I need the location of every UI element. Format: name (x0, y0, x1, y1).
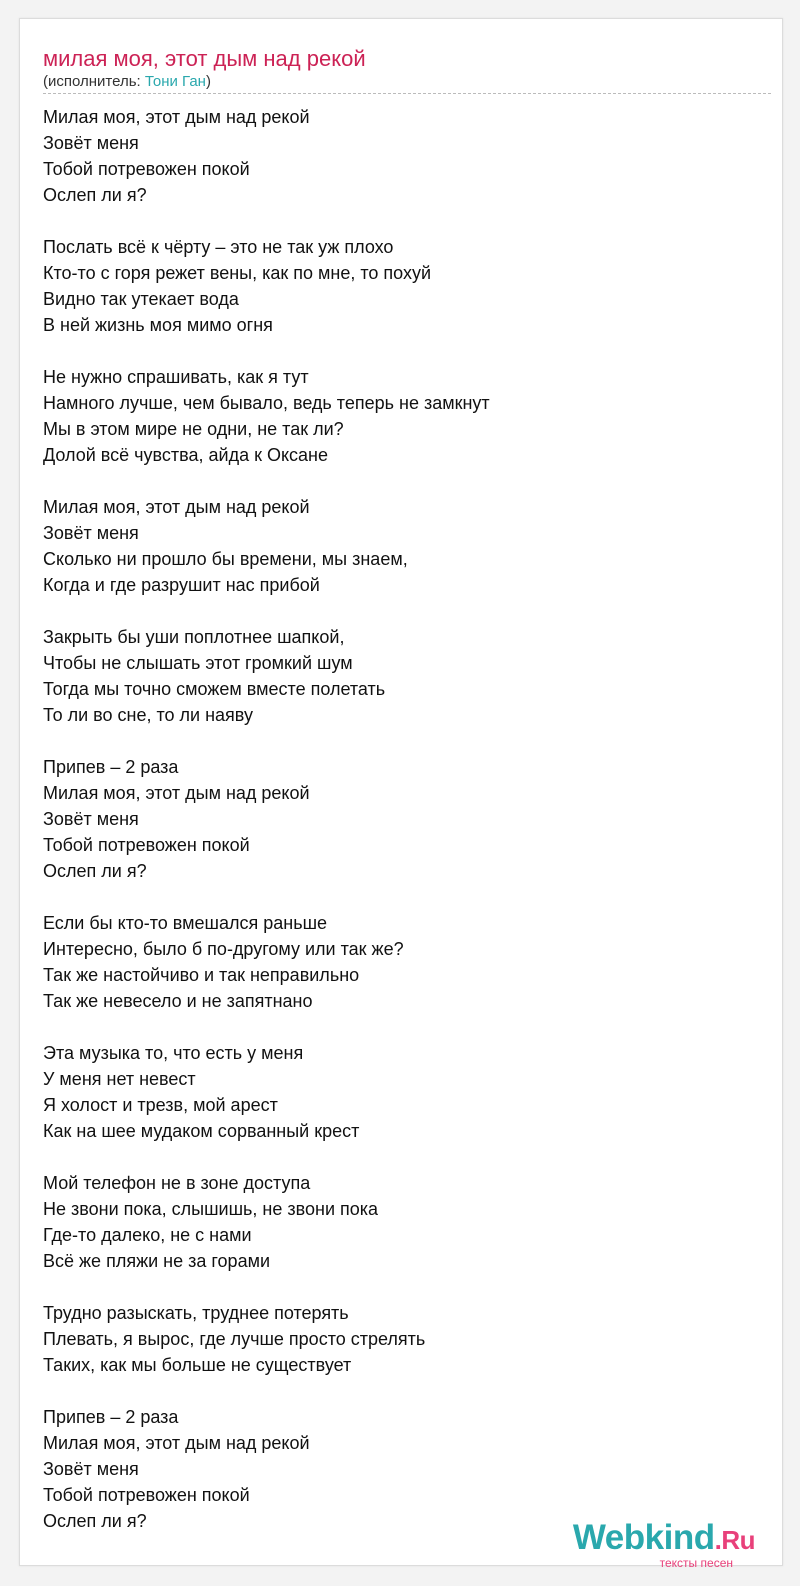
lyric-line: Так же настойчиво и так неправильно (43, 965, 360, 985)
lyric-line: У меня нет невест (43, 1069, 196, 1089)
lyric-line: То ли во сне, то ли наяву (43, 705, 253, 725)
lyric-line: Мы в этом мире не одни, не так ли? (43, 419, 344, 439)
lyrics-stanza (43, 624, 490, 728)
lyric-line: Тобой потревожен покой (43, 835, 250, 855)
lyrics-stanza (43, 494, 490, 598)
lyric-line: Трудно разыскать, труднее потерять (43, 1303, 349, 1323)
lyric-line: Мой телефон не в зоне доступа (43, 1173, 311, 1193)
artist-suffix: ) (205, 73, 211, 90)
lyrics-stanza (43, 1040, 490, 1144)
lyric-line: Милая моя, этот дым над рекой (43, 497, 310, 517)
lyric-line: Припев – 2 раза (43, 1407, 179, 1427)
lyric-line: Зовёт меня (43, 133, 139, 153)
logo-wordmark (573, 1519, 755, 1559)
logo-tagline: тексты песен (659, 1556, 733, 1570)
lyric-line: Если бы кто-то вмешался раньше (43, 913, 328, 933)
song-title: милая моя, этот дым над рекой (43, 46, 366, 71)
lyric-line: Плевать, я вырос, где лучше просто стрелять (43, 1329, 426, 1349)
lyric-line: Я холост и трезв, мой арест (43, 1095, 278, 1115)
lyrics-stanza (43, 1404, 490, 1534)
lyric-line: Кто-то с горя режет вены, как по мне, то похуй (43, 263, 432, 283)
lyric-line: Чтобы не слышать этот громкий шум (43, 653, 353, 673)
lyrics-stanza (43, 234, 490, 338)
lyric-line: Ослеп ли я? (43, 1511, 147, 1531)
lyric-line: Видно так утекает вода (43, 289, 239, 309)
lyrics-card (19, 18, 783, 1570)
lyric-line: Так же невесело и не запятнано (43, 991, 313, 1011)
lyric-line: Зовёт меня (43, 523, 139, 543)
lyrics-stanza (43, 1170, 490, 1274)
lyric-line: Не звони пока, слышишь, не звони пока (43, 1199, 379, 1219)
lyric-line: Намного лучше, чем бывало, ведь теперь не замкнут (43, 393, 490, 413)
lyric-line: Тогда мы точно сможем вместе полетать (43, 679, 386, 699)
lyric-line: Тобой потревожен покой (43, 159, 250, 179)
lyric-line: Всё же пляжи не за горами (43, 1251, 271, 1271)
lyric-line: Таких, как мы больше не существует (43, 1355, 352, 1375)
artist-prefix: (исполнитель: (43, 73, 145, 90)
lyrics-stanza (43, 754, 490, 884)
lyric-line: Сколько ни прошло бы времени, мы знаем, (43, 549, 408, 569)
lyric-line: В ней жизнь моя мимо огня (43, 315, 273, 335)
lyrics-text (43, 104, 490, 1560)
logo-tld: .Ru (714, 1525, 755, 1555)
lyric-line: Милая моя, этот дым над рекой (43, 783, 310, 803)
lyrics-stanza (43, 364, 490, 468)
lyric-line: Милая моя, этот дым над рекой (43, 107, 310, 127)
lyric-line: Послать всё к чёрту – это не так уж плохо (43, 237, 394, 257)
logo-name: Webkind (572, 1518, 715, 1557)
lyric-line: Зовёт меня (43, 809, 139, 829)
artist-link[interactable]: Тони Ган (144, 73, 206, 90)
lyric-line: Припев – 2 раза (43, 757, 179, 777)
lyric-line: Не нужно спрашивать, как я тут (43, 367, 309, 387)
artist-line (43, 73, 211, 91)
lyrics-stanza (43, 1300, 490, 1378)
lyric-line: Интересно, было б по-другому или так же? (43, 939, 404, 959)
lyrics-stanza (43, 104, 490, 208)
lyric-line: Как на шее мудаком сорванный крест (43, 1121, 360, 1141)
lyric-line: Эта музыка то, что есть у меня (43, 1043, 304, 1063)
lyric-line: Долой всё чувства, айда к Оксане (43, 445, 329, 465)
webkind-logo[interactable] (572, 1518, 755, 1570)
lyric-line: Ослеп ли я? (43, 185, 147, 205)
lyric-line: Зовёт меня (43, 1459, 139, 1479)
lyric-line: Когда и где разрушит нас прибой (43, 575, 320, 595)
lyric-line: Тобой потревожен покой (43, 1485, 250, 1505)
lyric-line: Ослеп ли я? (43, 861, 147, 881)
lyric-line: Закрыть бы уши поплотнее шапкой, (43, 627, 345, 647)
lyrics-stanza (43, 910, 490, 1014)
lyric-line: Милая моя, этот дым над рекой (43, 1433, 310, 1453)
divider (43, 93, 771, 94)
lyric-line: Где-то далеко, не с нами (43, 1225, 252, 1245)
